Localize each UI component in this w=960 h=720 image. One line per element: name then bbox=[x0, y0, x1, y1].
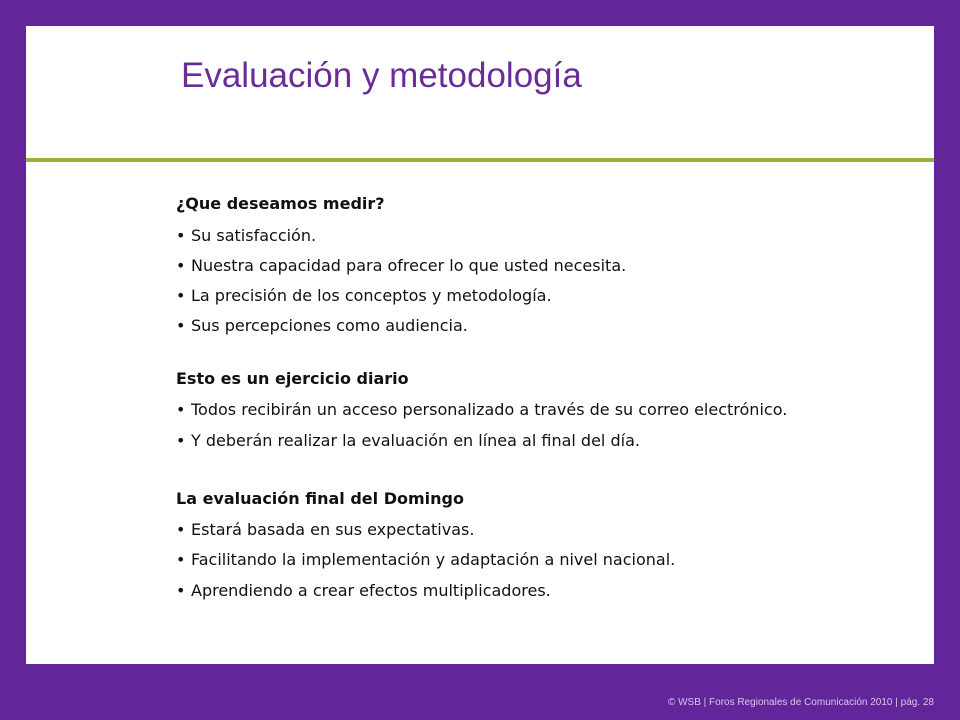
bullet-text: Estará basada en sus expectativas. bbox=[191, 520, 475, 539]
bullet-dot: • bbox=[176, 581, 186, 600]
bullet-text: Facilitando la implementación y adaptación a nivel nacional. bbox=[191, 550, 676, 569]
bullet-text: Todos recibirán un acceso personalizado a través de su correo electrónico. bbox=[191, 400, 788, 419]
bullet-text: Y deberán realizar la evaluación en línea al final del día. bbox=[191, 431, 640, 450]
bullet-dot: • bbox=[176, 550, 186, 569]
bullet-dot: • bbox=[176, 431, 186, 450]
slide-title: Evaluación y metodología bbox=[181, 56, 582, 95]
bullet-item bbox=[176, 431, 640, 451]
bullet-item bbox=[176, 286, 552, 306]
bullet-dot: • bbox=[176, 286, 186, 305]
bullet-text: Nuestra capacidad para ofrecer lo que usted necesita. bbox=[191, 256, 627, 275]
bullet-dot: • bbox=[176, 316, 186, 335]
section-heading-measure: ¿Que deseamos medir? bbox=[176, 194, 385, 213]
bullet-dot: • bbox=[176, 400, 186, 419]
bullet-dot: • bbox=[176, 226, 186, 245]
bullet-item bbox=[176, 226, 316, 246]
bullet-item bbox=[176, 400, 787, 420]
bullet-item bbox=[176, 256, 626, 276]
bullet-item bbox=[176, 581, 551, 601]
bullet-item bbox=[176, 520, 474, 540]
title-divider bbox=[26, 158, 934, 162]
bullet-dot: • bbox=[176, 520, 186, 539]
section-heading-final: La evaluación final del Domingo bbox=[176, 489, 464, 508]
slide-footer: © WSB | Foros Regionales de Comunicación 2010 | pág. 28 bbox=[667, 697, 934, 708]
bullet-text: La precisión de los conceptos y metodología. bbox=[191, 286, 552, 305]
bullet-text: Aprendiendo a crear efectos multiplicadores. bbox=[191, 581, 551, 600]
bullet-text: Su satisfacción. bbox=[191, 226, 317, 245]
bullet-item bbox=[176, 316, 468, 336]
slide-page bbox=[26, 26, 934, 664]
section-heading-daily: Esto es un ejercicio diario bbox=[176, 369, 409, 388]
bullet-dot: • bbox=[176, 256, 186, 275]
bullet-item bbox=[176, 550, 675, 570]
bullet-text: Sus percepciones como audiencia. bbox=[191, 316, 468, 335]
